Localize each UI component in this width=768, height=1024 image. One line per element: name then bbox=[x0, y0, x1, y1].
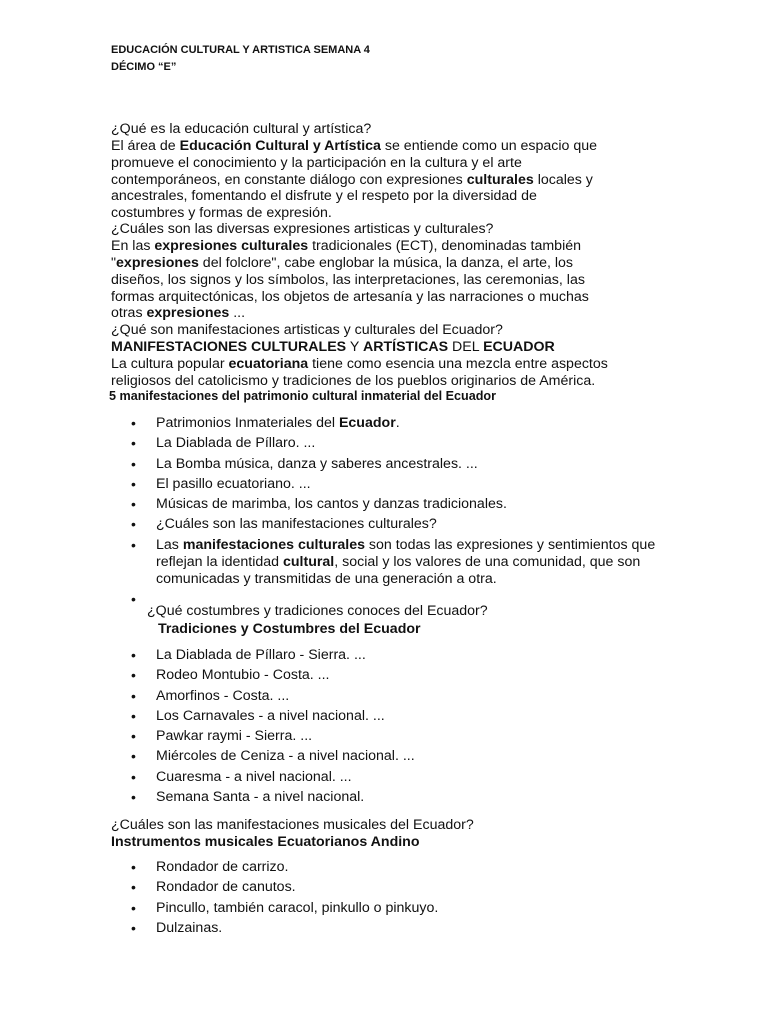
bullet-icon: • bbox=[131, 789, 136, 806]
document-course: DÉCIMO “E” bbox=[111, 61, 177, 73]
bullet-icon: • bbox=[131, 748, 136, 765]
bold-text: ARTÍSTICAS bbox=[362, 339, 449, 355]
list-item bbox=[111, 920, 671, 937]
bullet-icon: • bbox=[131, 455, 136, 472]
text-run: Y bbox=[346, 339, 363, 355]
text-run: ... bbox=[229, 305, 246, 321]
list-item-text bbox=[156, 415, 400, 431]
bullet-icon: • bbox=[131, 667, 136, 684]
bullet-icon: • bbox=[131, 516, 136, 533]
paragraph-line-11 bbox=[111, 356, 608, 373]
subheading-patrimonio: 5 manifestaciones del patrimonio cultural inmaterial del Ecuador bbox=[109, 389, 497, 403]
list-item-text bbox=[156, 435, 315, 451]
list-item-text: Semana Santa - a nivel nacional. bbox=[156, 789, 365, 806]
bold-text: MANIFESTACIONES CULTURALES bbox=[111, 339, 347, 355]
paragraph-line-6 bbox=[111, 238, 581, 255]
paragraph-line-8: diseños, los signos y los símbolos, las interpretaciones, las ceremonias, las bbox=[111, 272, 585, 288]
text-run: tradicionales (ECT), denominadas también bbox=[308, 238, 582, 254]
list-item bbox=[111, 789, 671, 806]
list-item bbox=[111, 769, 671, 786]
bullet-icon: • bbox=[131, 591, 136, 608]
list-item bbox=[111, 859, 671, 876]
paragraph-line-3 bbox=[111, 172, 593, 189]
list-item bbox=[111, 708, 671, 725]
text-run: ¿Cuáles son las manifestaciones culturales? bbox=[156, 516, 437, 533]
list-item bbox=[111, 476, 671, 493]
bullet-icon: • bbox=[131, 496, 136, 513]
list-item bbox=[111, 900, 671, 917]
text-run: son todas las expresiones y sentimientos que reflejan la identidad bbox=[156, 536, 656, 570]
text-run: otras bbox=[111, 305, 147, 321]
text-run: " bbox=[111, 255, 117, 271]
bold-text: Educación Cultural y Artística bbox=[179, 138, 381, 154]
list-item-text: Dulzainas. bbox=[156, 919, 223, 936]
list-item-text: La Diablada de Píllaro - Sierra. ... bbox=[156, 647, 366, 663]
bullet-icon: • bbox=[131, 475, 136, 492]
list-item-text: Pincullo, también caracol, pinkullo o pinkuyo. bbox=[156, 899, 439, 916]
bullet-icon: • bbox=[131, 707, 136, 724]
text-run: del folclore", cabe englobar la música, la danza, el arte, los bbox=[198, 255, 573, 271]
bold-text: culturales bbox=[466, 172, 534, 188]
list-item-text: Rodeo Montubio - Costa. ... bbox=[156, 667, 330, 684]
list-item-text bbox=[156, 456, 478, 472]
text-run: Músicas de marimba, los cantos y danzas tradicionales. bbox=[156, 496, 507, 513]
list-item-text bbox=[156, 537, 655, 587]
list-item-text: Cuaresma - a nivel nacional. ... bbox=[156, 768, 352, 785]
paragraph-line-10 bbox=[111, 305, 245, 322]
text-run: . bbox=[395, 415, 400, 431]
text-run: locales y bbox=[533, 172, 593, 188]
question-1: ¿Qué es la educación cultural y artística? bbox=[111, 121, 372, 137]
bullet-icon: • bbox=[131, 919, 136, 936]
text-run: contemporáneos, en constante diálogo con expresiones bbox=[111, 172, 467, 188]
bullet-icon: • bbox=[131, 768, 136, 785]
list-item bbox=[111, 688, 671, 705]
bold-text: expresiones bbox=[116, 255, 199, 271]
list-item-text: Pawkar raymi - Sierra. ... bbox=[156, 728, 313, 745]
list-item-text: Los Carnavales - a nivel nacional. ... bbox=[156, 707, 385, 724]
bullet-list-patrimonio bbox=[111, 415, 671, 608]
list-item bbox=[111, 415, 671, 432]
list-item bbox=[111, 537, 671, 588]
text-run: En las bbox=[111, 238, 155, 254]
bold-text: manifestaciones culturales bbox=[182, 536, 365, 553]
text-run: se entiende como un espacio que bbox=[380, 138, 598, 154]
bullet-icon: • bbox=[131, 899, 136, 916]
paragraph-line-5: costumbres y formas de expresión. bbox=[111, 205, 332, 221]
list-item bbox=[111, 879, 671, 896]
document-title: EDUCACIÓN CULTURAL Y ARTISTICA SEMANA 4 bbox=[111, 44, 370, 56]
bullet-list-tradiciones bbox=[111, 647, 671, 809]
text-run: , social y los valores de una comunidad, que son comunicadas y transmitidas de una generación a otra. bbox=[156, 553, 641, 587]
section-2-question: ¿Qué costumbres y tradiciones conoces del Ecuador? bbox=[147, 603, 488, 619]
list-item bbox=[111, 748, 671, 765]
section-3-title: Instrumentos musicales Ecuatorianos Andino bbox=[111, 834, 420, 850]
text-run: tiene como esencia una mezcla entre aspectos bbox=[308, 356, 608, 372]
bullet-icon: • bbox=[131, 435, 136, 452]
text-run: La Bomba música, danza y saberes ancestrales. ... bbox=[156, 455, 478, 472]
section-2-title: Tradiciones y Costumbres del Ecuador bbox=[158, 621, 421, 637]
text-run: La Diablada de Píllaro. ... bbox=[156, 435, 316, 452]
bullet-icon: • bbox=[131, 859, 136, 875]
text-run: Las bbox=[156, 536, 183, 553]
bold-text: ECUADOR bbox=[483, 339, 555, 355]
list-item bbox=[111, 496, 671, 513]
bold-text: Ecuador bbox=[338, 415, 396, 431]
bullet-list-instrumentos bbox=[111, 859, 671, 940]
section-heading bbox=[111, 339, 555, 356]
list-item bbox=[111, 728, 671, 745]
list-item-text bbox=[156, 476, 311, 492]
text-run: El área de bbox=[111, 138, 180, 154]
text-run: La cultura popular bbox=[111, 356, 229, 372]
list-item bbox=[111, 516, 671, 533]
section-3-question: ¿Cuáles son las manifestaciones musicales del Ecuador? bbox=[111, 817, 474, 833]
question-2: ¿Cuáles son las diversas expresiones artisticas y culturales? bbox=[111, 221, 494, 237]
list-item bbox=[111, 435, 671, 452]
paragraph-line-4: ancestrales, fomentando el disfrute y el respeto por la diversidad de bbox=[111, 188, 537, 204]
bullet-icon: • bbox=[131, 647, 136, 663]
list-item bbox=[111, 667, 671, 684]
bold-text: cultural bbox=[283, 553, 335, 570]
bullet-icon: • bbox=[131, 415, 136, 431]
paragraph-line-1 bbox=[111, 138, 597, 155]
bullet-icon: • bbox=[131, 879, 136, 896]
bold-text: ecuatoriana bbox=[228, 356, 309, 372]
text-run: Patrimonios Inmateriales del bbox=[156, 415, 339, 431]
list-item-text: Amorfinos - Costa. ... bbox=[156, 687, 290, 704]
list-item-text: Rondador de canutos. bbox=[156, 879, 296, 896]
list-item-text: Rondador de carrizo. bbox=[156, 859, 289, 875]
bullet-icon: • bbox=[131, 536, 136, 553]
list-item bbox=[111, 456, 671, 473]
question-3: ¿Qué son manifestaciones artisticas y culturales del Ecuador? bbox=[111, 322, 503, 338]
bullet-icon: • bbox=[131, 728, 136, 745]
list-item-text bbox=[156, 516, 437, 532]
bold-text: expresiones bbox=[146, 305, 230, 321]
paragraph-line-12: religiosos del catolicismo y tradiciones de los pueblos originarios de América. bbox=[111, 373, 596, 389]
list-item-text: Miércoles de Ceniza - a nivel nacional. ... bbox=[156, 748, 415, 765]
bold-text: expresiones culturales bbox=[154, 238, 309, 254]
paragraph-line-9: formas arquitectónicas, los objetos de artesanía y las narraciones o muchas bbox=[111, 289, 589, 305]
bullet-icon: • bbox=[131, 687, 136, 704]
text-run: El pasillo ecuatoriano. ... bbox=[156, 475, 311, 492]
text-run: DEL bbox=[448, 339, 484, 355]
list-item bbox=[111, 647, 671, 664]
list-item-text bbox=[156, 496, 507, 512]
paragraph-line-7 bbox=[111, 255, 573, 272]
paragraph-line-2: promueve el conocimiento y la participación en la cultura y el arte bbox=[111, 155, 522, 171]
